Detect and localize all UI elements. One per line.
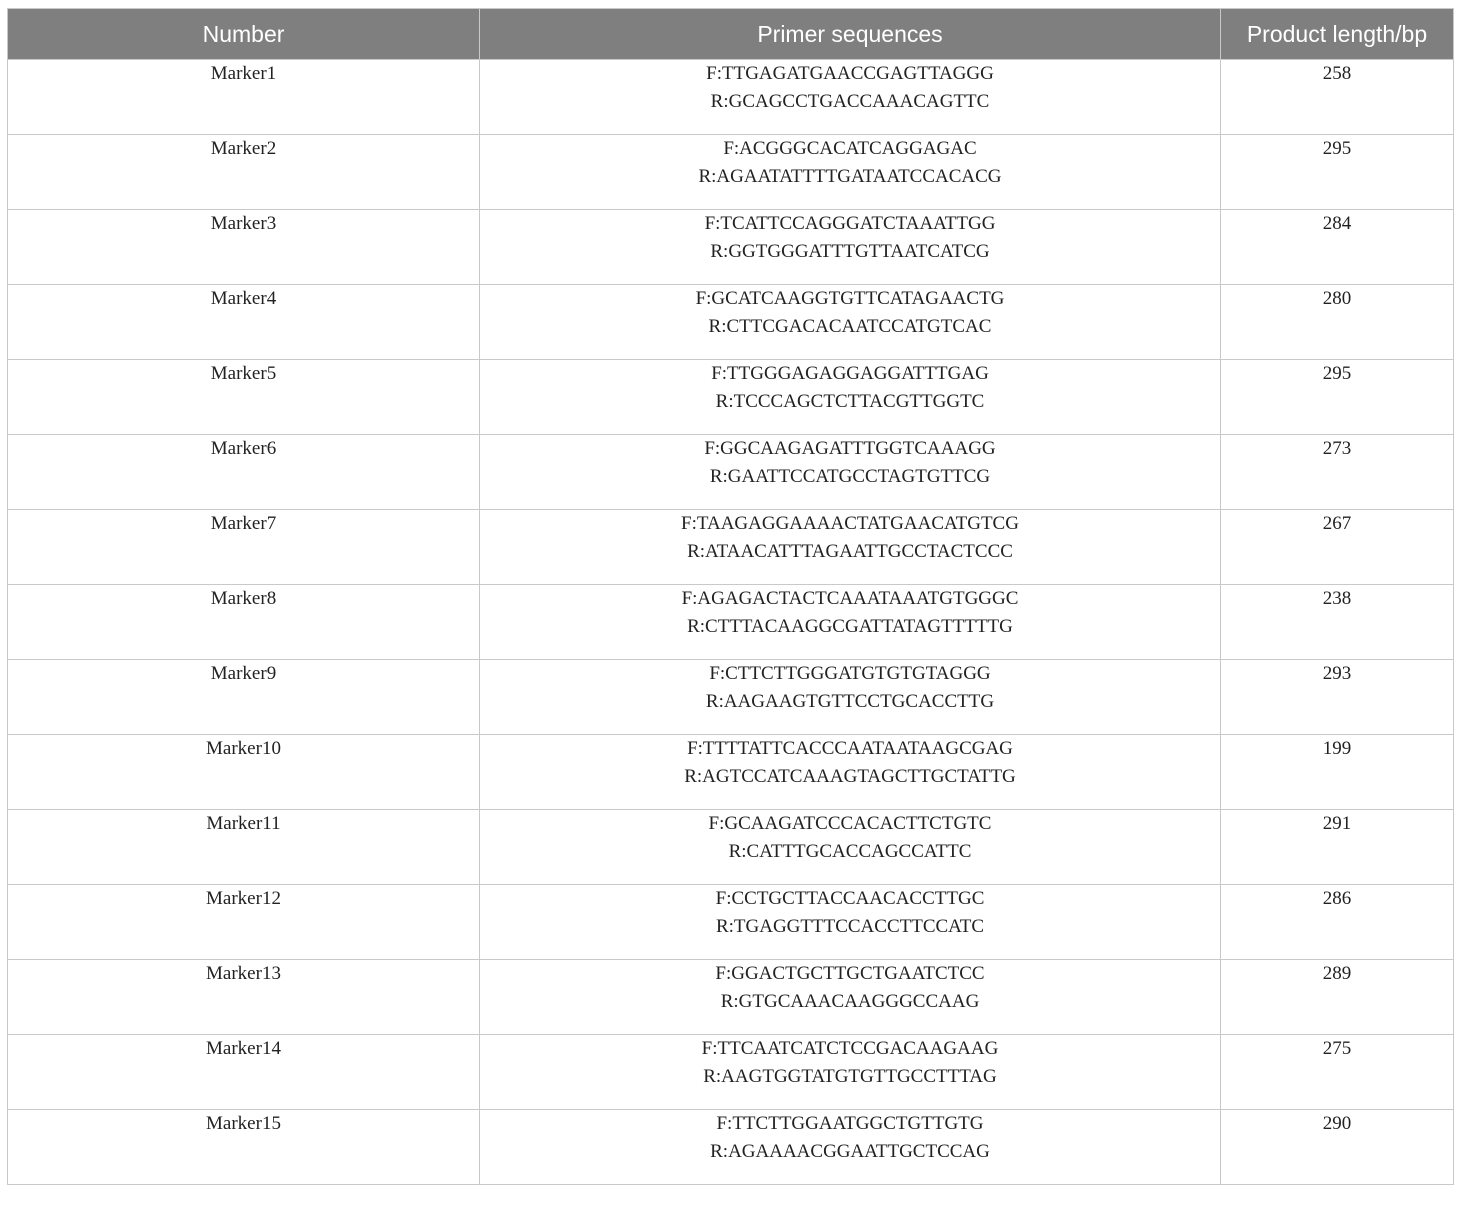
forward-primer: F:AGAGACTACTCAAATAAATGTGGGC bbox=[681, 588, 1019, 609]
product-length-cell: 290 bbox=[1221, 1110, 1454, 1185]
forward-primer: F:GGACTGCTTGCTGAATCTCC bbox=[715, 963, 985, 984]
reverse-primer: R:TCCCAGCTCTTACGTTGGTC bbox=[715, 391, 985, 412]
product-length-cell: 293 bbox=[1221, 660, 1454, 735]
reverse-primer: R:GCAGCCTGACCAAACAGTTC bbox=[710, 91, 990, 112]
forward-primer: F:TCATTCCAGGGATCTAAATTGG bbox=[704, 213, 996, 234]
header-number: Number bbox=[8, 9, 480, 60]
forward-primer: F:GCATCAAGGTGTTCATAGAACTG bbox=[695, 288, 1005, 309]
marker-number-cell: Marker4 bbox=[8, 285, 480, 360]
forward-primer: F:CTTCTTGGGATGTGTGTAGGG bbox=[709, 663, 991, 684]
table-row bbox=[8, 435, 1454, 510]
table-row bbox=[8, 1110, 1454, 1185]
table-row bbox=[8, 60, 1454, 135]
product-length-cell: 258 bbox=[1221, 60, 1454, 135]
forward-primer: F:CCTGCTTACCAACACCTTGC bbox=[715, 888, 985, 909]
primer-sequences-cell bbox=[480, 585, 1221, 660]
product-length-cell: 275 bbox=[1221, 1035, 1454, 1110]
product-length-cell: 284 bbox=[1221, 210, 1454, 285]
table-row bbox=[8, 1035, 1454, 1110]
reverse-primer: R:CTTCGACACAATCCATGTCAC bbox=[708, 316, 992, 337]
reverse-primer: R:AGAAAACGGAATTGCTCCAG bbox=[710, 1141, 990, 1162]
product-length-cell: 295 bbox=[1221, 135, 1454, 210]
marker-number-cell: Marker9 bbox=[8, 660, 480, 735]
marker-number-cell: Marker10 bbox=[8, 735, 480, 810]
forward-primer: F:TAAGAGGAAAACTATGAACATGTCG bbox=[681, 513, 1019, 534]
marker-number-cell: Marker11 bbox=[8, 810, 480, 885]
table-row bbox=[8, 285, 1454, 360]
product-length-cell: 273 bbox=[1221, 435, 1454, 510]
header-product-length: Product length/bp bbox=[1221, 9, 1454, 60]
primer-sequences-cell bbox=[480, 885, 1221, 960]
reverse-primer: R:CATTTGCACCAGCCATTC bbox=[728, 841, 972, 862]
product-length-cell: 289 bbox=[1221, 960, 1454, 1035]
table-row bbox=[8, 585, 1454, 660]
reverse-primer: R:TGAGGTTTCCACCTTCCATC bbox=[715, 916, 985, 937]
table-row bbox=[8, 360, 1454, 435]
table-row bbox=[8, 735, 1454, 810]
reverse-primer: R:GTGCAAACAAGGGCCAAG bbox=[720, 991, 980, 1012]
table-row bbox=[8, 660, 1454, 735]
primer-sequences-cell bbox=[480, 1110, 1221, 1185]
marker-number-cell: Marker6 bbox=[8, 435, 480, 510]
table-row bbox=[8, 885, 1454, 960]
marker-number-cell: Marker1 bbox=[8, 60, 480, 135]
reverse-primer: R:CTTTACAAGGCGATTATAGTTTTTG bbox=[687, 616, 1013, 637]
primer-sequences-cell bbox=[480, 285, 1221, 360]
reverse-primer: R:AGAATATTTTGATAATCCACACG bbox=[698, 166, 1002, 187]
table-row bbox=[8, 960, 1454, 1035]
table-row bbox=[8, 210, 1454, 285]
primer-sequences-cell bbox=[480, 735, 1221, 810]
product-length-cell: 280 bbox=[1221, 285, 1454, 360]
marker-number-cell: Marker13 bbox=[8, 960, 480, 1035]
header-primer-sequences: Primer sequences bbox=[480, 9, 1221, 60]
reverse-primer: R:AAGAAGTGTTCCTGCACCTTG bbox=[705, 691, 995, 712]
forward-primer: F:ACGGGCACATCAGGAGAC bbox=[723, 138, 977, 159]
forward-primer: F:TTTTATTCACCCAATAATAAGCGAG bbox=[687, 738, 1013, 759]
primer-sequences-cell bbox=[480, 660, 1221, 735]
reverse-primer: R:GAATTCCATGCCTAGTGTTCG bbox=[709, 466, 991, 487]
product-length-cell: 267 bbox=[1221, 510, 1454, 585]
marker-number-cell: Marker2 bbox=[8, 135, 480, 210]
forward-primer: F:TTCAATCATCTCCGACAAGAAG bbox=[701, 1038, 999, 1059]
forward-primer: F:TTGGGAGAGGAGGATTTGAG bbox=[711, 363, 989, 384]
marker-number-cell: Marker8 bbox=[8, 585, 480, 660]
header-row bbox=[8, 9, 1454, 60]
product-length-cell: 199 bbox=[1221, 735, 1454, 810]
table-row bbox=[8, 810, 1454, 885]
marker-number-cell: Marker15 bbox=[8, 1110, 480, 1185]
reverse-primer: R:AGTCCATCAAAGTAGCTTGCTATTG bbox=[684, 766, 1016, 787]
primer-sequences-cell bbox=[480, 135, 1221, 210]
forward-primer: F:TTCTTGGAATGGCTGTTGTG bbox=[716, 1113, 984, 1134]
reverse-primer: R:AAGTGGTATGTGTTGCCTTTAG bbox=[703, 1066, 997, 1087]
product-length-cell: 295 bbox=[1221, 360, 1454, 435]
primer-sequences-cell bbox=[480, 360, 1221, 435]
primer-sequences-cell bbox=[480, 210, 1221, 285]
marker-number-cell: Marker7 bbox=[8, 510, 480, 585]
forward-primer: F:GGCAAGAGATTTGGTCAAAGG bbox=[704, 438, 996, 459]
product-length-cell: 238 bbox=[1221, 585, 1454, 660]
primer-table bbox=[7, 8, 1454, 1185]
primer-sequences-cell bbox=[480, 60, 1221, 135]
primer-sequences-cell bbox=[480, 810, 1221, 885]
forward-primer: F:GCAAGATCCCACACTTCTGTC bbox=[708, 813, 992, 834]
product-length-cell: 291 bbox=[1221, 810, 1454, 885]
product-length-cell: 286 bbox=[1221, 885, 1454, 960]
table-row bbox=[8, 510, 1454, 585]
table-header bbox=[8, 9, 1454, 60]
primer-sequences-cell bbox=[480, 1035, 1221, 1110]
primer-sequences-cell bbox=[480, 960, 1221, 1035]
primer-sequences-cell bbox=[480, 435, 1221, 510]
marker-number-cell: Marker5 bbox=[8, 360, 480, 435]
reverse-primer: R:GGTGGGATTTGTTAATCATCG bbox=[710, 241, 990, 262]
reverse-primer: R:ATAACATTTAGAATTGCCTACTCCC bbox=[687, 541, 1013, 562]
table-body bbox=[8, 60, 1454, 1185]
forward-primer: F:TTGAGATGAACCGAGTTAGGG bbox=[706, 63, 994, 84]
marker-number-cell: Marker3 bbox=[8, 210, 480, 285]
table-row bbox=[8, 135, 1454, 210]
marker-number-cell: Marker12 bbox=[8, 885, 480, 960]
marker-number-cell: Marker14 bbox=[8, 1035, 480, 1110]
primer-sequences-cell bbox=[480, 510, 1221, 585]
